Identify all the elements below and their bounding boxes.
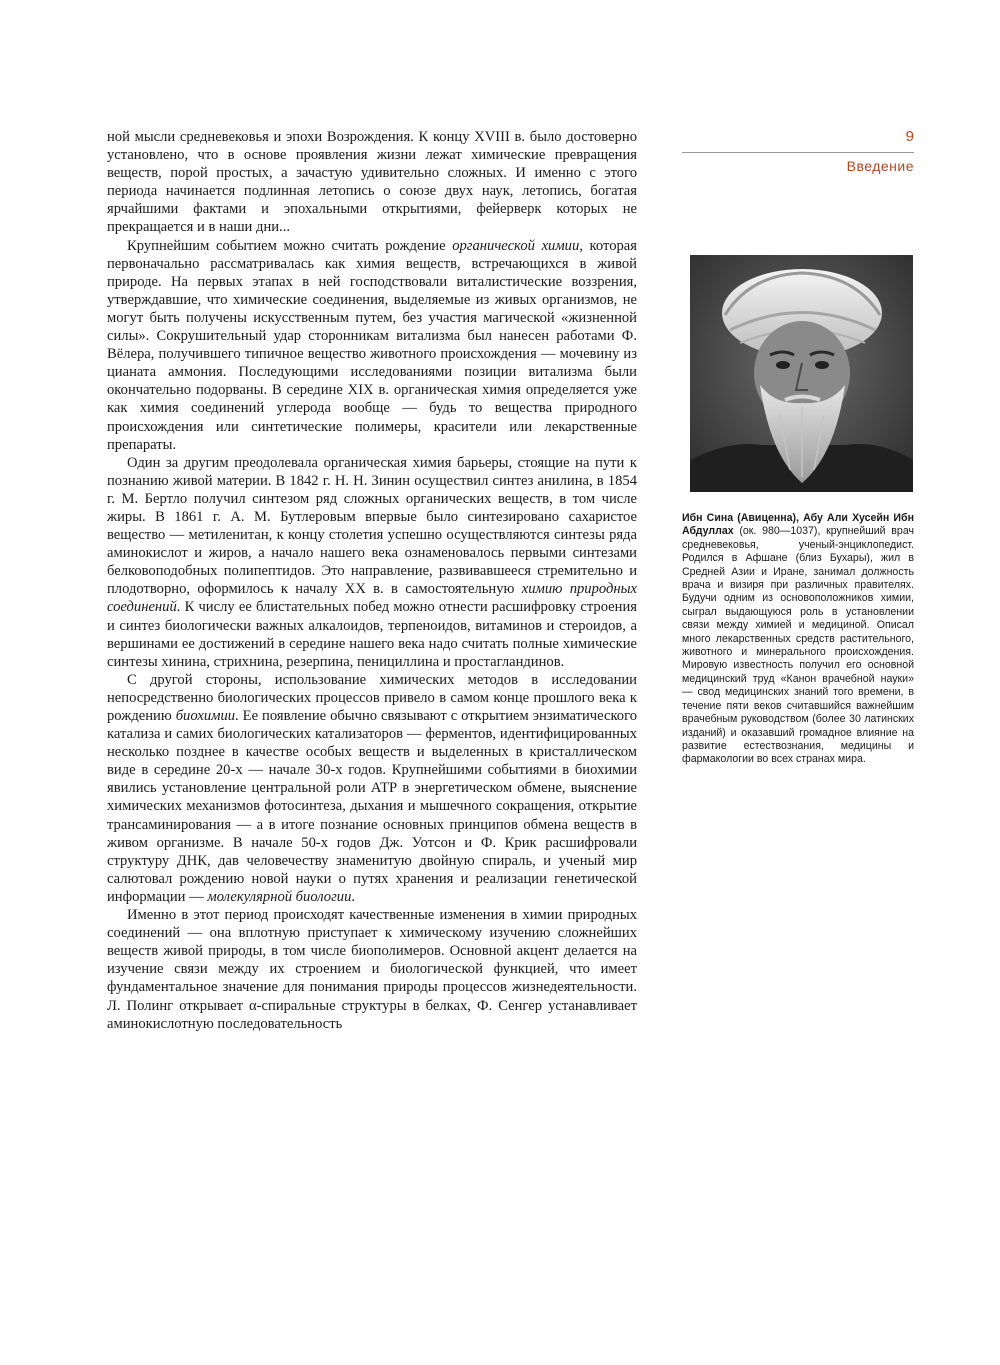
main-text-column bbox=[107, 128, 637, 1033]
page-number: 9 bbox=[905, 128, 914, 145]
paragraph-5: Именно в этот период происходят качественные изменения в химии природных соединений — она вплотную приступает к химическому изучению сложнейших веществ живой природы, в том числе биополимеров. Основной акцент делается на изучение связи между их строением и биологической функцией, что имеет фундаментальное значение для понимания природы процессов жизнедеятельности. Л. Полинг открывает α-спиральные структуры в белках, Ф. Сенгер устанавливает аминокислотную последовательность bbox=[107, 907, 637, 1032]
term-organic-chemistry: органической химии bbox=[452, 237, 580, 254]
paragraph-2: Крупнейшим событием можно считать рождение органической химии, которая первоначально рассматривалась как химия веществ, встречающихся в живой природе. На первых этапах в ней господствовали виталистические воззрения, утверждавшие, что химические соединения, выделяемые из живых организмов, не могут быть получены искусственным путем, без участия магической «жизненной силы». Сокрушительный удар сторонникам витализма был нанесен работами Ф. Вёлера, получившего типичное вещество животного происхождения — мочевину из цианата аммония. Последующими исследованиями позиции витализма были окончательно подорваны. В середине XIX в. органическая химия определяется уже как химия соединений углерода вообще — будь то вещества природного происхождения или синтетические полимеры, красители или лекарственные препараты. bbox=[107, 237, 637, 453]
paragraph-4: С другой стороны, использование химических методов в исследовании непосредственно биологических процессов привело в самом конце прошлого века к рождению биохимии. Ее появление обычно связывают с открытием энзиматического катализа и самих биологических катализаторов — ферментов, идентифицированных несколько позднее в качестве особых веществ и выделенных в кристаллическом виде в середине 20-х — начале 30-х годов. Крупнейшими событиями в биохимии явились установление центральной роли АТР в энергетическом обмене, выяснение химических механизмов фотосинтеза, дыхания и мышечного сокращения, открытие трансаминирования — а в итоге познание основных принципов обмена веществ в живом организме. В начале 50-х годов Дж. Уотсон и Ф. Крик расшифровали структуру ДНК, дав человечеству знаменитую двойную спираль, и ученый мир салютовал рождению новой науки о путях хранения и реализации генетической информации — молекулярной биологии. bbox=[107, 671, 638, 905]
header-rule bbox=[682, 152, 914, 153]
paragraph-1: ной мысли средневековья и эпохи Возрождения. К концу XVIII в. было достоверно установлено, что в основе проявления жизни лежат химические превращения веществ, порой простых, а зачастую удивительно сложных. И именно с этого периода начинается подлинная летопись о союзе двух наук, летопись, богатая ярчайшими фактами и эпохальными открытиями, фейерверк которых не прекращается и в наши дни... bbox=[107, 129, 637, 236]
term-natural-compounds: химию природных соединений bbox=[107, 581, 637, 616]
portrait-illustration bbox=[690, 255, 913, 492]
term-biochemistry: биохимии bbox=[175, 708, 236, 724]
portrait-caption bbox=[682, 512, 914, 767]
caption-text: (ок. 980—1037), крупнейший врач средневековья, ученый-энциклопедист. Родился в Афшане (близ Бухары), жил в Средней Азии и Иране, занимал должность врача и визиря при различных правителях. Будучи одним из основоположников химии, сыграл выдающуюся роль в установлении связи между химией и медициной. Описал много лекарственных средств растительного, животного и минерального происхождения. Мировую известность получил его основной медицинский труд «Канон врачебной науки» — свод медицинских знаний того времени, в течение пяти веков считавшийся важнейшим врачебным руководством (более 30 латинских изданий) и оказавший громадное влияние на развитие естествознания, медицины и фармакологии во всех странах мира. bbox=[682, 525, 914, 766]
paragraph-3: Один за другим преодолевала органическая химия барьеры, стоящие на пути к познанию живой материи. В 1842 г. Н. Н. Зинин осуществил синтез анилина, в 1854 г. М. Бертло получил синтезом ряд сложных органических веществ, в том числе жиры. В 1861 г. А. М. Бутлеровым впервые было синтезировано сахаристое вещество — метиленитан, к концу столетия успешно осуществляются синтезы ряда аминокислот и жиров, а начало нашего века ознаменовалось первыми синтезами белковоподобных полипептидов. Это направление, развивавшееся стремительно и плодотворно, оформилось к началу XX в. в самостоятельную химию природных соединений. К числу ее блистательных побед можно отнести расшифровку строения и синтез биологически важных алкалоидов, терпеноидов, витаминов и стероидов, а вершинами ее достижений в середине нашего века надо считать полные химические синтезы хинина, стрихнина, резерпина, пенициллина и простагландинов. bbox=[107, 454, 637, 670]
section-title: Введение bbox=[846, 158, 914, 174]
caption-name: Ибн Сина (Авиценна), Абу Али Хусейн Ибн Абдуллах bbox=[682, 512, 914, 538]
portrait-image bbox=[690, 255, 913, 492]
term-molecular-biology: молекулярной биологии bbox=[207, 888, 352, 905]
